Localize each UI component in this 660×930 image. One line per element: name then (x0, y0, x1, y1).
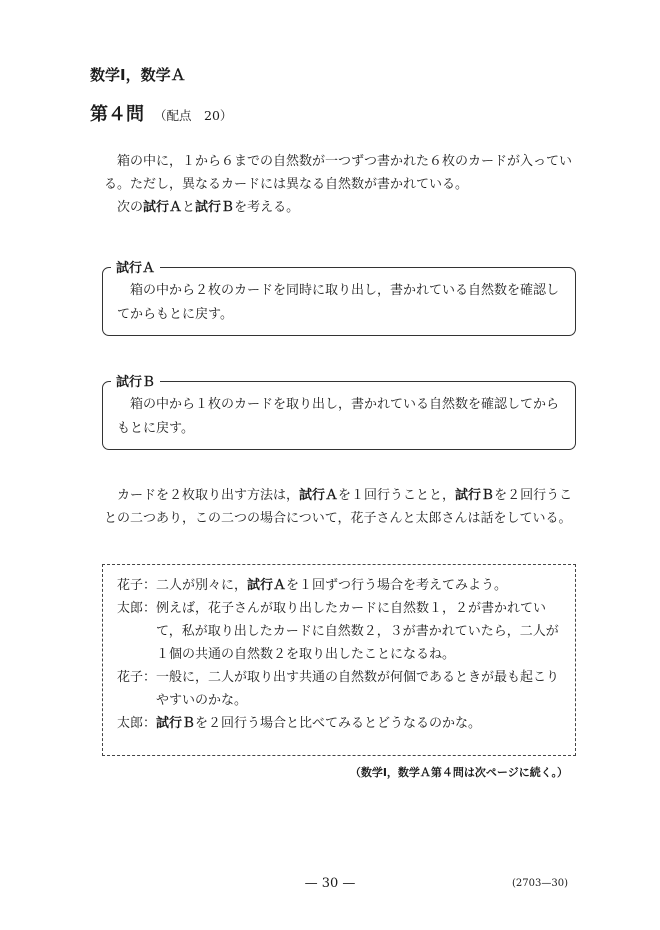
intro-line-2-prefix: 次の (117, 200, 144, 215)
dialog-trial-a: 試行Ａ (247, 578, 287, 593)
continued-note: （数学Ⅰ，数学Ａ第４問は次ページに続く。） (349, 766, 568, 779)
trial-a-text: 箱の中から２枚のカードを同時に取り出し，書かれている自然数を確認してからもとに戻す。 (117, 283, 560, 322)
page-number: — 30 — (304, 876, 356, 891)
dialog-line-3 (117, 666, 565, 712)
middle-text (104, 484, 574, 530)
question-title: 第４問 (90, 104, 144, 125)
dialog-speaker-taro-1: 太郎： (117, 601, 157, 616)
dialog-text-1b: を１回ずつ行う場合を考えてみよう。 (286, 578, 508, 593)
dialog-line-2 (117, 597, 565, 666)
middle-part-2: を１回行うことと， (338, 488, 456, 503)
dialog-text-1a: 二人が別々に， (156, 578, 248, 593)
dialog-speaker-hanako-1: 花子： (117, 578, 157, 593)
question-heading (90, 100, 232, 126)
intro-paragraph (104, 150, 574, 219)
dialog-speaker-hanako-2: 花子： (117, 670, 157, 685)
intro-trial-b: 試行Ｂ (195, 200, 235, 215)
trial-b-text: 箱の中から１枚のカードを取り出し，書かれている自然数を確認してからもとに戻す。 (117, 397, 560, 436)
middle-part-1: カードを２枚取り出す方法は， (117, 488, 300, 503)
intro-line-1: 箱の中に，１から６までの自然数が一つずつ書かれた６枚のカードが入っている。ただし，異なるカードには異なる自然数が書かれている。 (104, 154, 573, 192)
dialog-line-1 (117, 574, 565, 597)
dialog-trial-b: 試行Ｂ (156, 716, 196, 731)
trial-a-box (102, 261, 576, 336)
middle-paragraph (104, 484, 574, 530)
intro-line-2-suffix: を考える。 (234, 200, 300, 215)
intro-line-2 (104, 196, 574, 219)
subject-heading: 数学Ⅰ，数学Ａ (90, 66, 186, 84)
intro-line-2-mid: と (182, 200, 196, 215)
conversation-box (102, 564, 576, 756)
dialog-line-4 (117, 712, 565, 735)
dialog-text-4b: を２回行う場合と比べてみるとどうなるのかな。 (195, 716, 482, 731)
middle-trial-b: 試行Ｂ (455, 488, 495, 503)
exam-code: (2703—30) (512, 878, 568, 889)
dialog-text-2: 例えば，花子さんが取り出したカードに自然数１，２が書かれていて，私が取り出したカードに自然数２，３が書かれていたら，二人が１個の共通の自然数２を取り出したことになるね。 (156, 601, 559, 662)
intro-trial-a: 試行Ａ (143, 200, 183, 215)
middle-trial-a: 試行Ａ (299, 488, 339, 503)
dialog-text-3: 一般に，二人が取り出す共通の自然数が何個であるときが最も起こりやすいのかな。 (156, 670, 560, 708)
trial-b-box (102, 375, 576, 450)
trial-a-label: 試行Ａ (111, 257, 160, 281)
middle-part-3: を２回行うことの二つあり，この二つの場合について，花子さんと太郎さんは話をしている。 (104, 488, 573, 526)
dialog-text-4 (156, 712, 565, 735)
trial-b-label: 試行Ｂ (111, 371, 160, 395)
question-points: （配点 20） (154, 108, 233, 123)
dialog-text-1 (156, 574, 565, 597)
dialog-speaker-taro-2: 太郎： (117, 716, 157, 731)
